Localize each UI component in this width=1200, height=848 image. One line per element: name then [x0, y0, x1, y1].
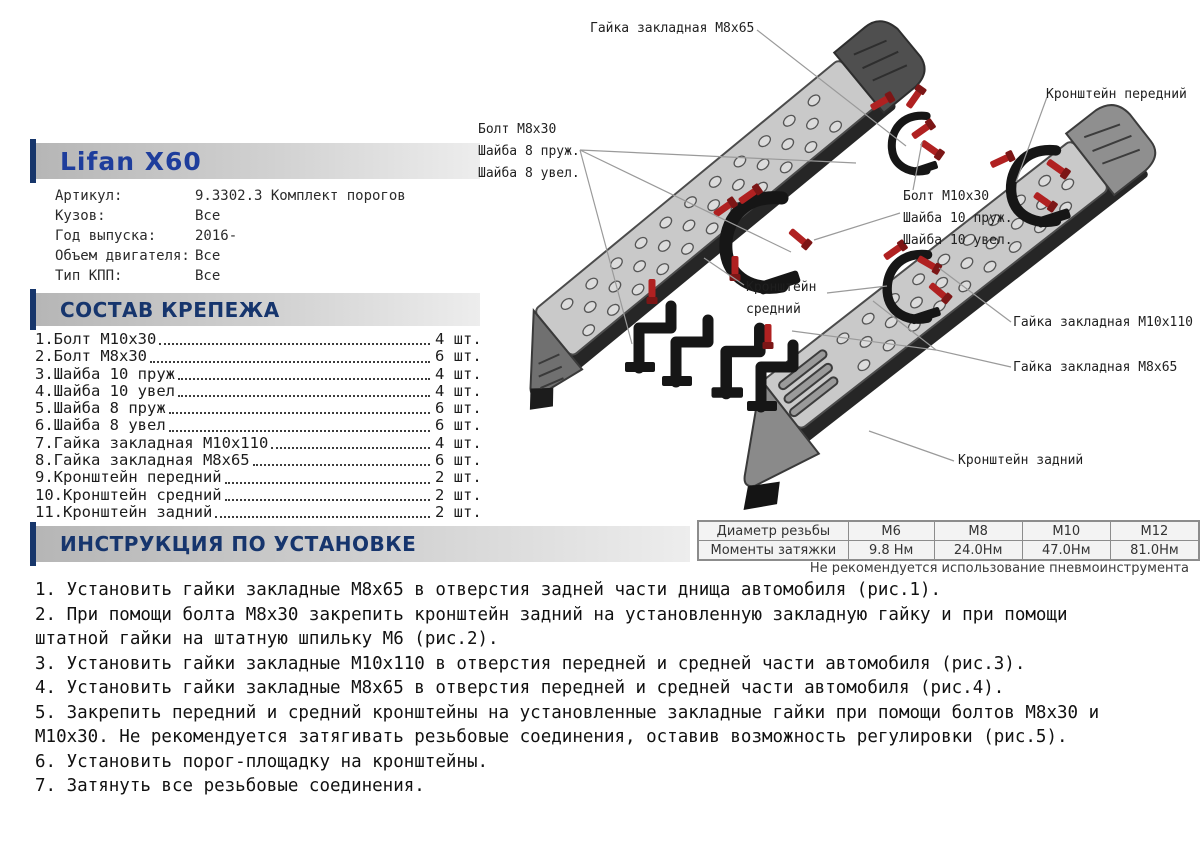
hardware-title-bar	[36, 293, 480, 326]
torque-cell: М10	[1022, 521, 1110, 541]
torque-cell: М8	[934, 521, 1022, 541]
hardware-item-qty: 2 шт.	[435, 485, 482, 504]
hardware-item-name: 3.Шайба 10 пруж	[35, 364, 175, 383]
hardware-item-qty: 4 шт.	[435, 330, 482, 348]
torque-row-label: Диаметр резьбы	[698, 521, 848, 541]
instruction-step: 6. Установить порог-площадку на кронштейны.	[35, 751, 489, 772]
field-value: Все	[195, 208, 221, 224]
instruction-step: 3. Установить гайки закладные М10х110 в отверстия передней и средней части автомобиля (рис.3).	[35, 653, 1026, 674]
hardware-item-name: 11.Кронштейн задний	[35, 502, 213, 521]
dot-leader	[215, 504, 430, 518]
callout-line: Шайба 8 увел.	[478, 166, 580, 181]
instruction-steps	[35, 578, 1135, 799]
product-field-row	[55, 186, 485, 206]
hardware-item-qty: 2 шт.	[435, 502, 482, 521]
instruction-step: 4. Установить гайки закладные М8х65 в отверстия передней и средней части автомобиля (рис.4).	[35, 678, 1005, 698]
torque-cell: 81.0Нм	[1110, 541, 1199, 561]
field-value: Все	[195, 248, 221, 264]
bolt-shape	[787, 226, 813, 250]
hardware-item	[35, 417, 487, 434]
torque-table-row	[698, 521, 1199, 541]
torque-cell: 47.0Нм	[1022, 541, 1110, 561]
hardware-item	[35, 487, 487, 504]
hardware-item	[35, 366, 487, 383]
dot-leader	[169, 400, 430, 414]
callout-bracket-middle	[746, 277, 816, 321]
hardware-item	[35, 452, 487, 469]
hardware-item-name: 10.Кронштейн средний	[35, 485, 222, 504]
hardware-item-name: 6.Шайба 8 увел	[35, 416, 166, 435]
callout-bracket-front: Кронштейн передний	[1046, 87, 1187, 102]
torque-note: Не рекомендуется использование пневмоинструмента	[809, 561, 1189, 576]
callout-line: Шайба 10 пруж.	[903, 211, 1013, 226]
hardware-item-qty: 6 шт.	[435, 347, 482, 366]
dot-leader	[225, 487, 430, 501]
rear-bracket-shape	[712, 328, 760, 397]
field-label: Год выпуска:	[55, 228, 157, 244]
callout-line: Болт М8х30	[478, 122, 557, 137]
hardware-item-name: 9.Кронштейн передний	[35, 468, 222, 487]
bolt-shape	[919, 138, 946, 161]
callout-line: Болт М10х30	[903, 189, 990, 204]
instruction-step: 2. При помощи болта М8х30 закрепить кронштейн задний на установленную закладную гайку и при помощи штатной гайки на штатную шпильку М6 (рис.2).	[35, 604, 1068, 649]
torque-row-label: Моменты затяжки	[698, 541, 848, 561]
hardware-item	[35, 400, 487, 417]
field-value: 2016-	[195, 228, 238, 244]
hardware-item-name: 2.Болт М8х30	[35, 347, 147, 366]
dot-leader	[225, 469, 430, 483]
dot-leader	[169, 417, 430, 431]
torque-cell: М6	[848, 521, 934, 541]
hardware-item	[35, 383, 487, 400]
field-label: Объем двигателя:	[55, 248, 190, 264]
callout-bracket-rear: Кронштейн задний	[958, 453, 1084, 468]
product-field-row	[55, 246, 485, 266]
torque-cell: М12	[1110, 521, 1199, 541]
hardware-item-name: 4.Шайба 10 увел	[35, 381, 175, 400]
product-field-row	[55, 266, 485, 286]
dot-leader	[271, 435, 430, 449]
bolt-shape	[910, 118, 937, 141]
field-label: Тип КПП:	[55, 268, 123, 284]
hardware-item	[35, 435, 487, 452]
callout-line: Шайба 8 пруж.	[478, 144, 580, 159]
callout-line: Шайба 10 увел.	[903, 233, 1013, 248]
instruction-step: 1. Установить гайки закладные М8х65 в отверстия задней части днища автомобиля (рис.1).	[35, 580, 942, 600]
instruction-step: 7. Затянуть все резьбовые соединения.	[35, 776, 425, 796]
hardware-list	[35, 331, 487, 521]
field-label: Кузов:	[55, 208, 106, 224]
product-title: Lifan X60	[60, 146, 202, 176]
hardware-title: СОСТАВ КРЕПЕЖА	[60, 297, 280, 322]
product-title-bar	[36, 143, 480, 179]
torque-table-row	[698, 541, 1199, 561]
exploded-view-diagram	[440, 0, 1200, 518]
hardware-item-name: 8.Гайка закладная М8х65	[35, 451, 250, 470]
callout-line: средний	[746, 302, 801, 317]
hardware-item-qty: 6 шт.	[435, 399, 482, 418]
callout-bolt-m10-group	[903, 186, 1013, 252]
hardware-item-qty: 6 шт.	[435, 416, 482, 435]
callout-line: Кронштейн	[746, 280, 817, 295]
torque-cell: 9.8 Нм	[848, 541, 934, 561]
product-fields	[55, 186, 485, 286]
dot-leader	[159, 331, 430, 345]
torque-table	[697, 520, 1200, 561]
hardware-item-qty: 4 шт.	[435, 433, 482, 452]
field-value: Все	[195, 268, 221, 284]
hardware-item	[35, 331, 487, 348]
torque-cell: 24.0Нм	[934, 541, 1022, 561]
dot-leader	[178, 383, 430, 397]
callout-nut-m8x65-right: Гайка закладная М8х65	[1013, 360, 1178, 375]
instructions-title: ИНСТРУКЦИЯ ПО УСТАНОВКЕ	[60, 532, 417, 556]
field-value: 9.3302.3 Комплект порогов	[195, 188, 406, 204]
hardware-item-qty: 4 шт.	[435, 381, 482, 400]
hardware-item-name: 1.Болт М10х30	[35, 330, 157, 348]
instructions-title-bar	[36, 526, 690, 562]
callout-nut-m8x65-top: Гайка закладная М8х65	[590, 21, 755, 36]
dot-leader	[253, 452, 430, 466]
dot-leader	[178, 366, 430, 380]
dot-leader	[150, 348, 430, 362]
hardware-item	[35, 348, 487, 365]
hardware-item-name: 5.Шайба 8 пруж	[35, 399, 166, 418]
hardware-item-name: 7.Гайка закладная М10х110	[35, 433, 269, 452]
hardware-item	[35, 504, 487, 521]
callout-nut-m10x110: Гайка закладная М10х110	[1013, 315, 1194, 330]
callout-bolt-m8-group	[478, 119, 580, 185]
field-label: Артикул:	[55, 188, 123, 204]
instruction-step: 5. Закрепить передний и средний кронштейны на установленные закладные гайки при помощи болтов М8х30 и М10х30. Не рекомендуется затягивать резьбовые соединения, оставив возможность регулировки (рис.5).	[35, 702, 1100, 747]
hardware-item-qty: 4 шт.	[435, 364, 482, 383]
hardware-item-qty: 6 шт.	[435, 451, 482, 470]
product-field-row	[55, 206, 485, 226]
product-field-row	[55, 226, 485, 246]
hardware-item-qty: 2 шт.	[435, 468, 482, 487]
hardware-item	[35, 469, 487, 486]
